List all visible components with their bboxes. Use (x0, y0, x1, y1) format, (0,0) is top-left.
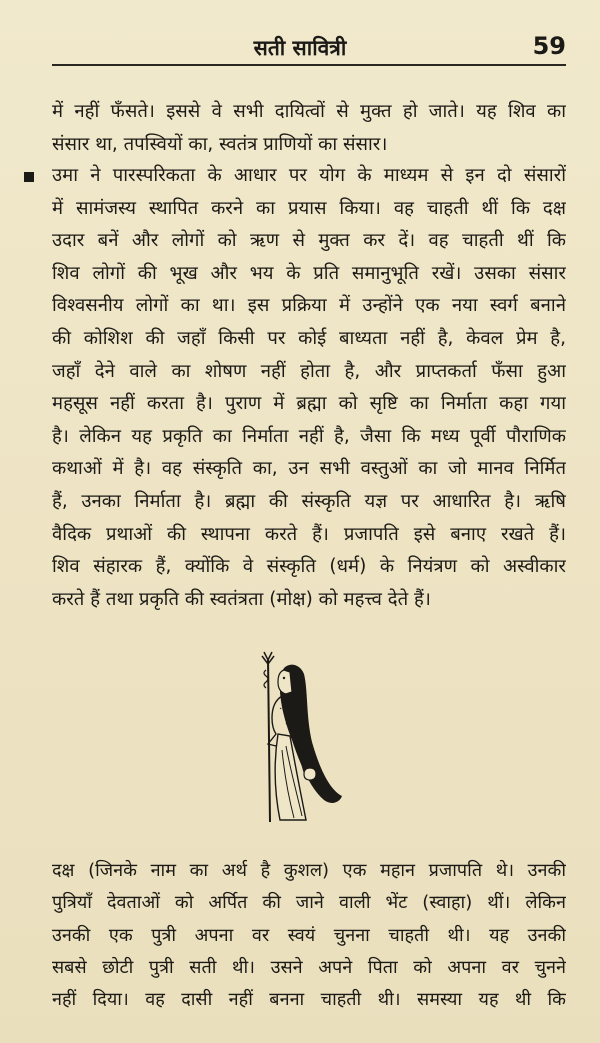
text-line: पुत्रियाँ देवताओं को अर्पित की जाने वाली भेंट (स्वाहा) थीं। लेकिन (52, 892, 566, 914)
page-number: 59 (532, 32, 566, 60)
paragraph-daksha (52, 855, 566, 1016)
text-line: शिव लोगों की भूख और भय के प्रति समानुभूति रखें। उसका संसार (52, 262, 566, 284)
text-line: उदार बनें और लोगों को ऋण से मुक्त कर दें। वह चाहती थीं कि (52, 230, 566, 252)
text-line: उनकी एक पुत्री अपना वर स्वयं चुनना चाहती थी। यह उनकी (52, 924, 566, 946)
text-line: सबसे छोटी पुत्री सती थी। उसने अपने पिता को अपना वर चुनने (52, 956, 566, 978)
text-line: संसार था, तपस्वियों का, स्वतंत्र प्राणियों का संसार। (52, 133, 388, 155)
paragraph-continuation (52, 96, 566, 161)
text-line: हैं, उनका निर्माता है। ब्रह्मा की संस्कृति यज्ञ पर आधारित है। ऋषि (52, 490, 566, 512)
text-line: जहाँ देने वाले का शोषण नहीं होता है, और प्राप्तकर्ता फँसा हुआ (52, 360, 566, 382)
woman-with-staff-illustration (240, 650, 350, 830)
text-line: दक्ष (जिनके नाम का अर्थ है कुशल) एक महान प्रजापति थे। उनकी (52, 860, 566, 881)
text-line: में नहीं फँसते। इससे वे सभी दायित्वों से मुक्त हो जाते। यह शिव का (52, 101, 566, 122)
text-line: शिव संहारक हैं, क्योंकि वे संस्कृति (धर्म) के नियंत्रण को अस्वीकार (52, 556, 566, 578)
header-rule (52, 64, 566, 66)
text-line: वैदिक प्रथाओं की स्थापना करते हैं। प्रजापति इसे बनाए रखते हैं। (52, 523, 566, 545)
text-line: करते हैं तथा प्रकृति की स्वतंत्रता (मोक्ष) को महत्त्व देते हैं। (52, 588, 431, 610)
text-line: है। लेकिन यह प्रकृति का निर्माता नहीं है, जैसा कि मध्य पूर्वी पौराणिक (52, 425, 566, 447)
text-line: की कोशिश की जहाँ किसी पर कोई बाध्यता नहीं है, केवल प्रेम है, (52, 327, 566, 349)
text-line: उमा ने पारस्परिकता के आधार पर योग के माध्यम से इन दो संसारों (52, 165, 566, 186)
bulleted-paragraph (52, 160, 566, 616)
running-title: सती सावित्री (253, 36, 347, 60)
text-line: विश्वसनीय लोगों का था। इस प्रक्रिया में उन्होंने एक नया स्वर्ग बनाने (52, 295, 566, 317)
square-bullet-icon (24, 172, 34, 182)
text-line: नहीं दिया। वह दासी नहीं बनना चाहती थी। समस्या यह थी कि (52, 989, 566, 1011)
text-line: में सामंजस्य स्थापित करने का प्रयास किया। वह चाहती थीं कि दक्ष (52, 197, 566, 219)
text-line: कथाओं में है। वह संस्कृति का, उन सभी वस्तुओं का जो मानव निर्मित (52, 458, 566, 480)
text-line: महसूस नहीं करता है। पुराण में ब्रह्मा को सृष्टि का निर्माता कहा गया (52, 393, 566, 415)
page-header (0, 34, 600, 64)
